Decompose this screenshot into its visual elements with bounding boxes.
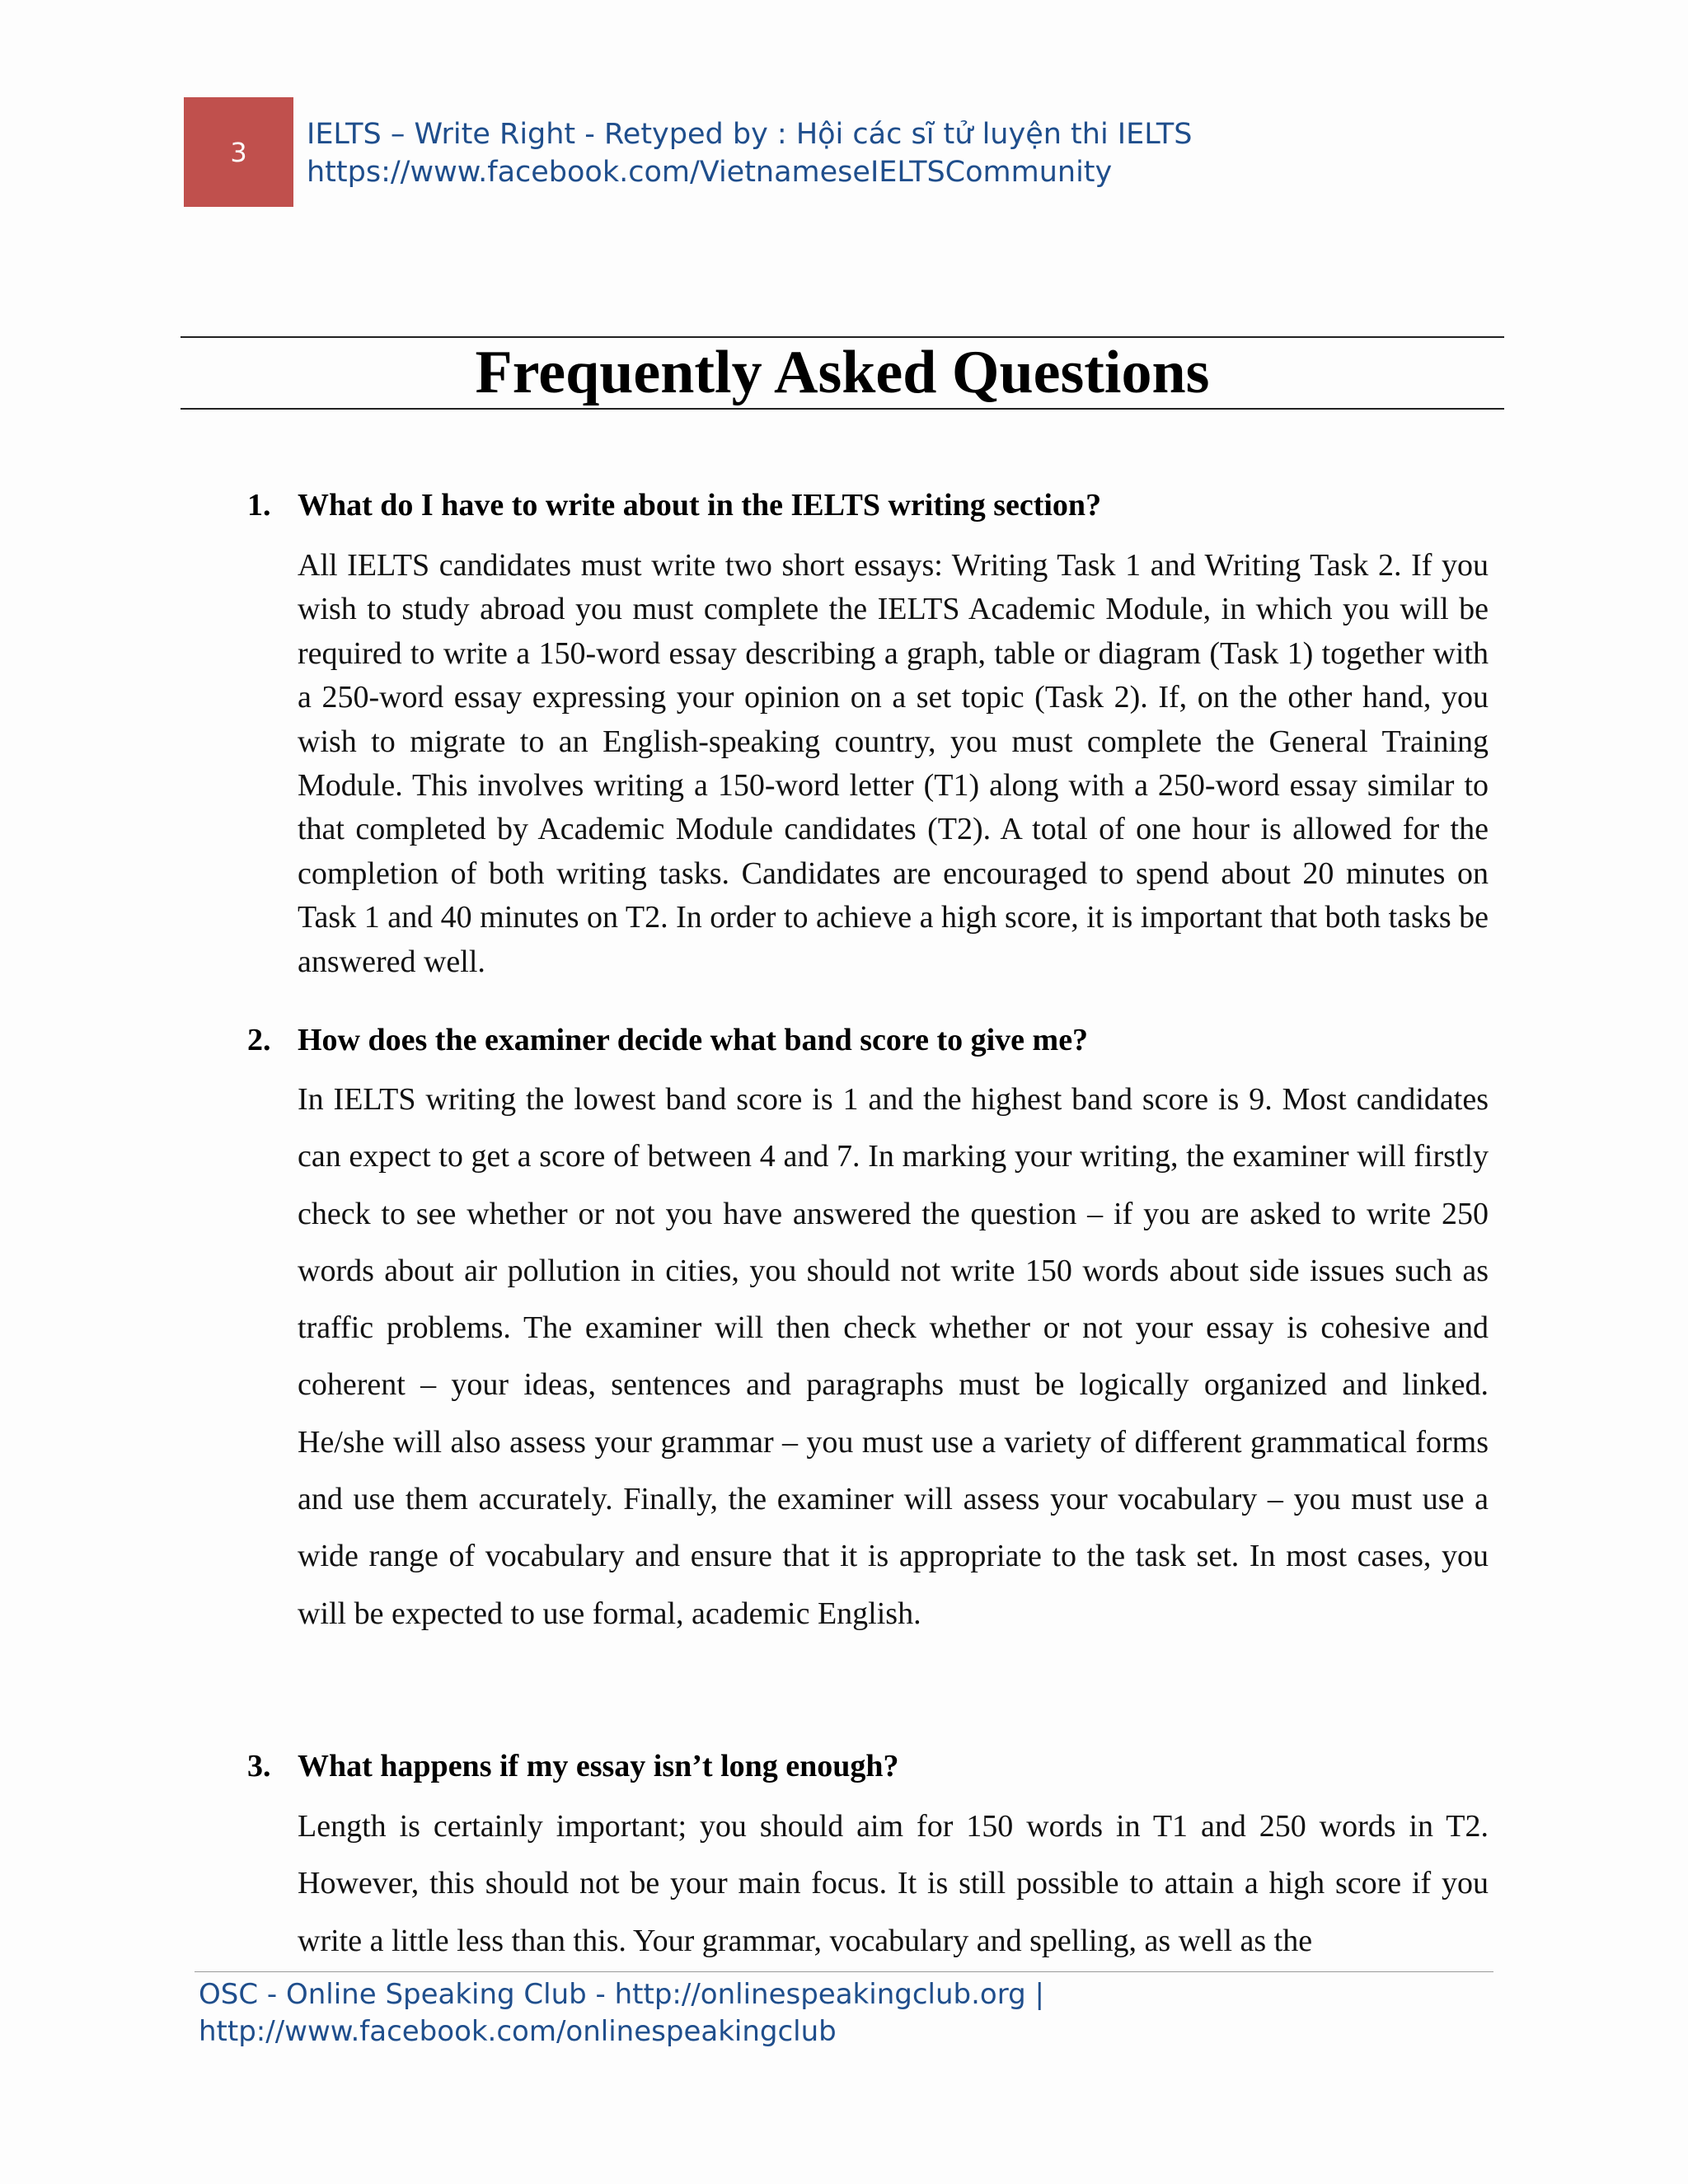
page-number-badge bbox=[184, 97, 293, 207]
page-footer bbox=[199, 1976, 1044, 2050]
faq-answer-1: All IELTS candidates must write two short essays: Writing Task 1 and Writing Task 2. If you wish to study abroad you must complete the IELTS Academic Module, in which you will be required to write a 150-word essay describing a graph, table or diagram (Task 1) together with a 250-word essay expressing your opinion on a set topic (Task 2). If, on the other hand, you wish to migrate to an English-speaking country, you must complete the General Training Module. This involves writing a 150-word letter (T1) along with a 250-word essay similar to that completed by Academic Module candidates (T2). A total of one hour is allowed for the completion of both writing tasks. Candidates are encouraged to spend about 20 minutes on Task 1 and 40 minutes on T2. In order to achieve a high score, it is important that both tasks be answered well. bbox=[298, 548, 1489, 979]
faq-question-3 bbox=[247, 1748, 899, 1784]
header-facebook-link[interactable]: https://www.facebook.com/VietnameseIELTSCommunity bbox=[307, 156, 1113, 189]
faq-question-text-3: What happens if my essay isn’t long enough? bbox=[298, 1749, 899, 1783]
title-rule-bottom bbox=[181, 408, 1504, 410]
faq-question-1 bbox=[247, 487, 1101, 523]
footer-club-link[interactable]: OSC - Online Speaking Club - http://onlinespeakingclub.org | bbox=[199, 1978, 1044, 2011]
faq-number-3: 3. bbox=[247, 1749, 271, 1783]
faq-answer-2: In IELTS writing the lowest band score is 1 and the highest band score is 9. Most candidates can expect to get a score of between 4 and 7. In marking your writing, the examiner will firstly check to see whether or not you have answered the question – if you are asked to write 250 words about air pollution in cities, you should not write 150 words about side issues such as traffic problems. The examiner will then check whether or not your essay is cohesive and coherent – your ideas, sentences and paragraphs must be logically organized and linked. He/she will also assess your grammar – you must use a variety of different grammatical forms and use them accurately. Finally, the examiner will assess your vocabulary – you must use a wide range of vocabulary and ensure that it is appropriate to the task set. In most cases, you will be expected to use formal, academic English. bbox=[298, 1082, 1489, 1631]
page-number: 3 bbox=[230, 136, 247, 168]
footer-facebook-link[interactable]: http://www.facebook.com/onlinespeakingclub bbox=[199, 2015, 837, 2048]
header-source-line: IELTS – Write Right - Retyped by : Hội các sĩ tử luyện thi IELTS bbox=[307, 118, 1193, 151]
page-title: Frequently Asked Questions bbox=[475, 338, 1210, 406]
faq-answer-3: Length is certainly important; you should aim for 150 words in T1 and 250 words in T2. However, this should not be your main focus. It is still possible to attain a high score if you write a little less than this. Your grammar, vocabulary and spelling, as well as the bbox=[298, 1809, 1489, 1958]
footer-rule bbox=[195, 1971, 1493, 1972]
page-header bbox=[307, 115, 1193, 191]
faq-question-2 bbox=[247, 1022, 1088, 1058]
faq-question-text-2: How does the examiner decide what band score to give me? bbox=[298, 1023, 1089, 1057]
faq-number-2: 2. bbox=[247, 1023, 271, 1057]
faq-number-1: 1. bbox=[247, 488, 271, 523]
faq-question-text-1: What do I have to write about in the IELTS writing section? bbox=[298, 488, 1102, 523]
